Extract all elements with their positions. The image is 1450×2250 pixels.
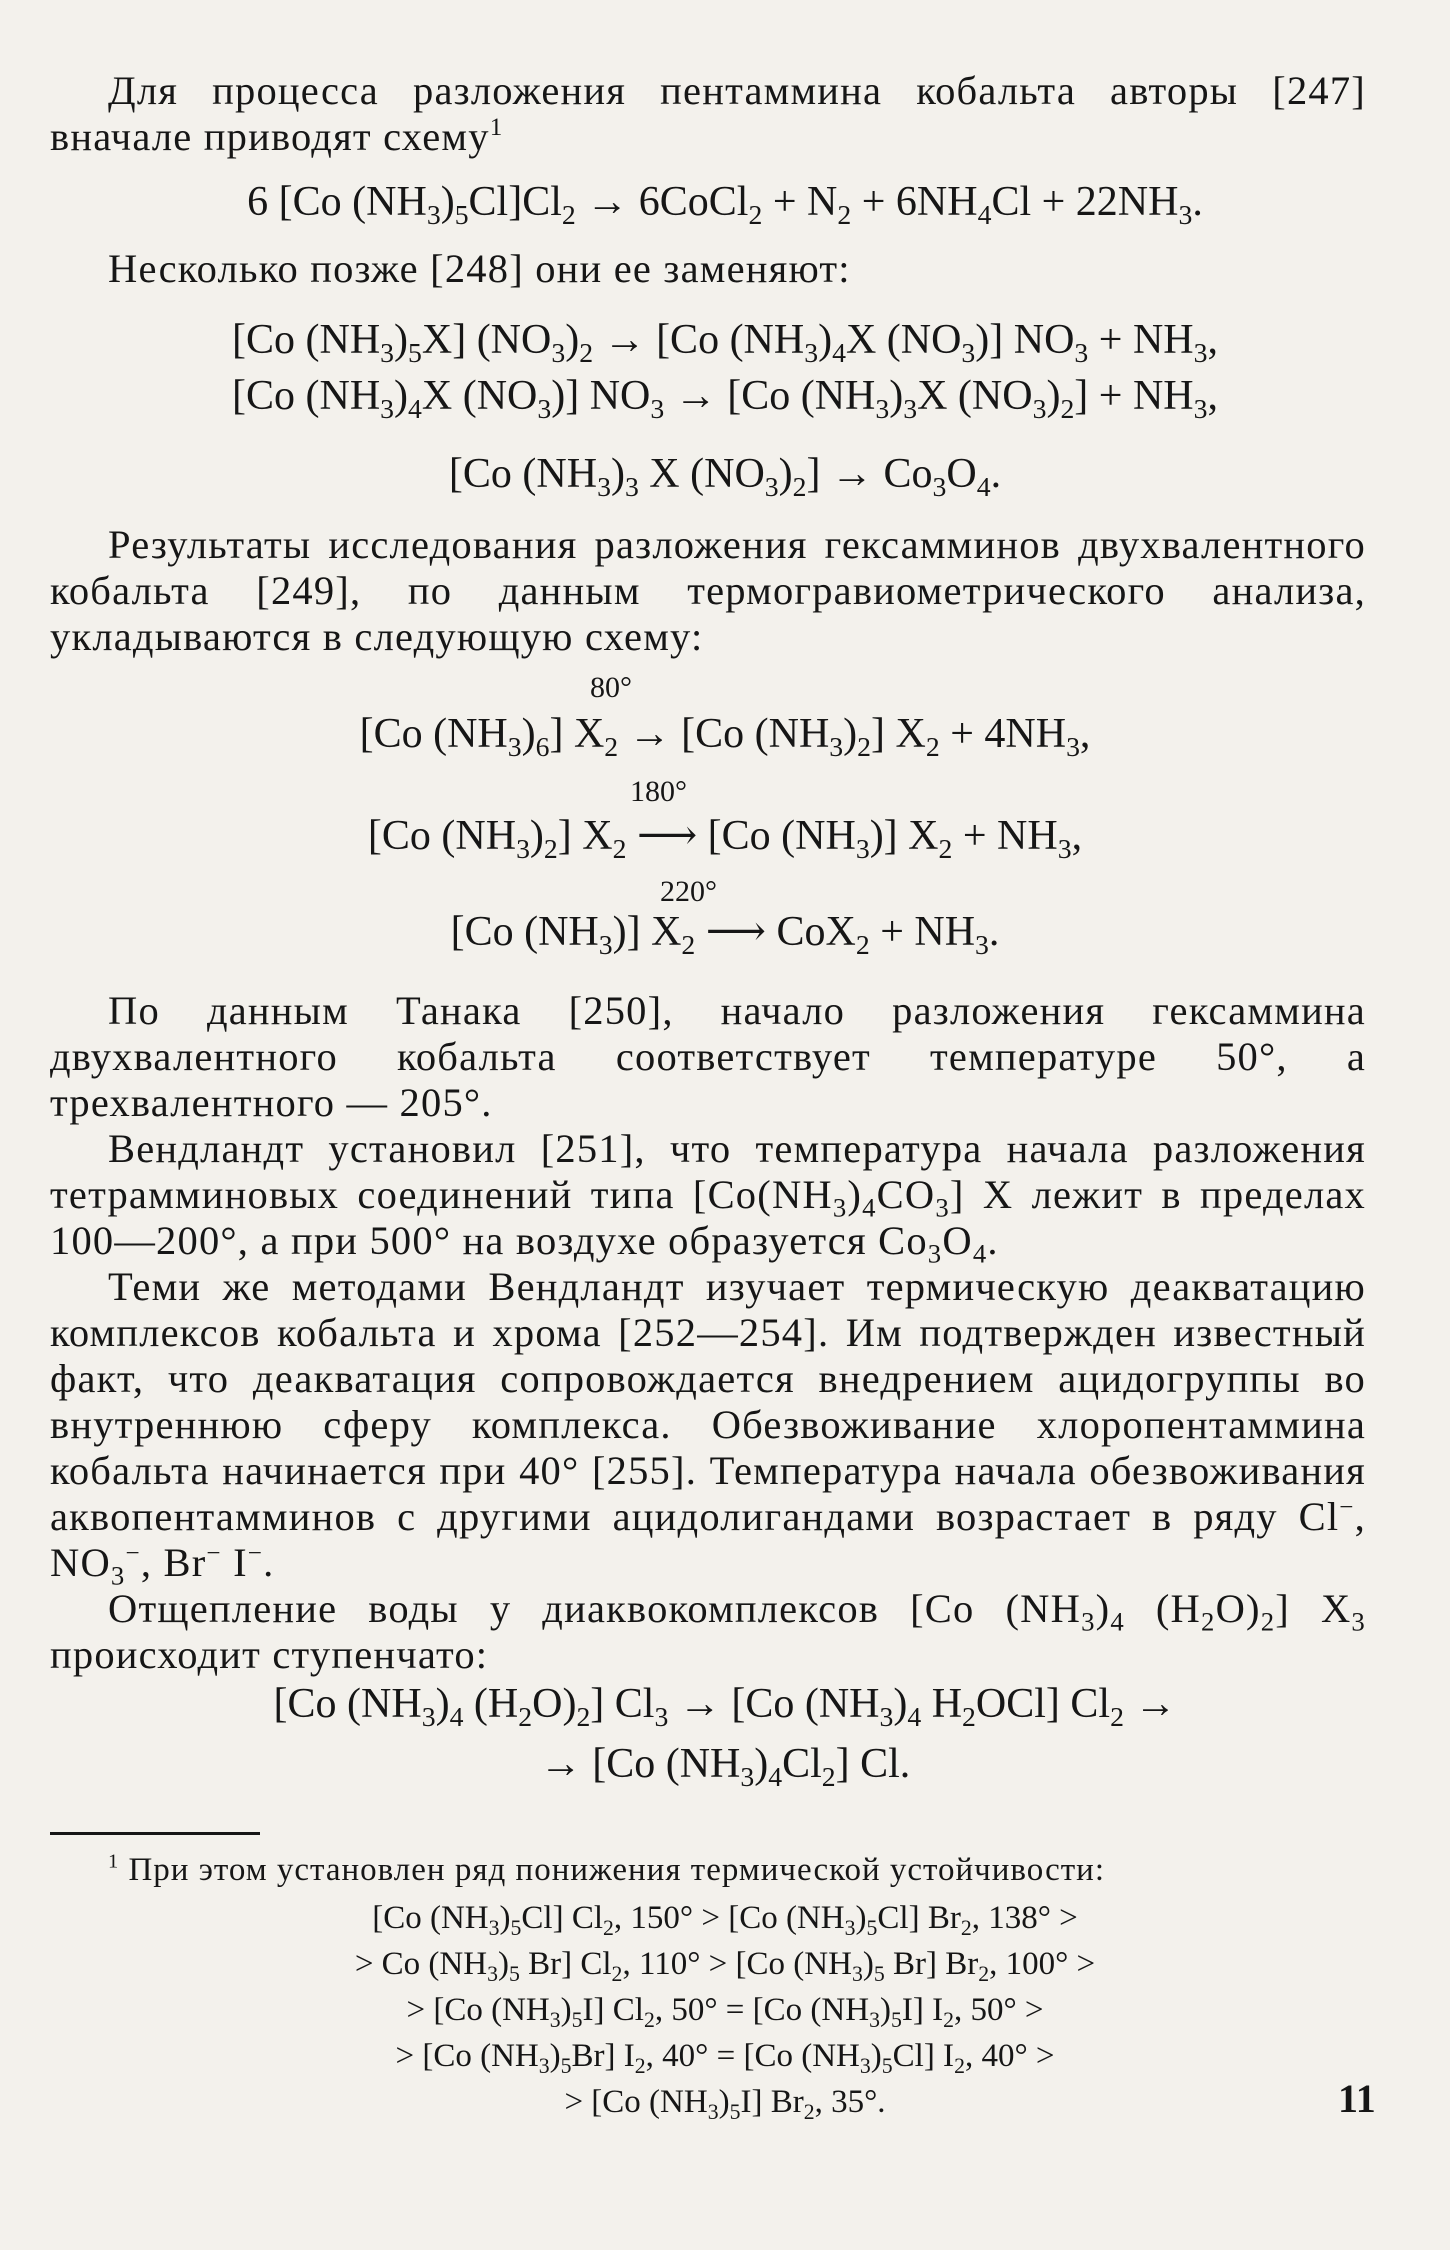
tetrammine-formula: $[Co(NH_3)_4CO_3]$ X bbox=[692, 1172, 1014, 1223]
paragraph-water-elimination bbox=[50, 1586, 1366, 1678]
equation-2: [Co $(NH_3)_5X$] $(NO_3)_2 \to [Co$ $(NH_3)_4X$ $(NO_3)$] $NO_3 + NH_3$, bbox=[232, 317, 1218, 368]
paragraph-hexammine-results: Результаты исследования разложения гексамминов двухвалентного кобальта [249], по данным термогравиометрического анализа, укладываются в следующую схему: bbox=[50, 522, 1366, 659]
paragraph-intro bbox=[50, 68, 1366, 160]
temperature-label-220: 220° bbox=[660, 875, 717, 908]
diaquo-formula: [Co $(NH_3)_4$ $(H_2O)_2$] $X_3$ bbox=[910, 1586, 1366, 1637]
temperature-label-180: 180° bbox=[630, 775, 687, 808]
anion-series: Cl−, $NO_3^-$, Br− I−. bbox=[50, 1493, 1366, 1591]
footnote-line-1: [Co $(NH_3)_5Cl$] $Cl_2$, 150° > [Co $(NH_3)_5Cl$] $Br_2$, 138° > bbox=[372, 1900, 1078, 1940]
equation-1: 6 [Co $(NH_3)_5Cl]Cl_2$ → 6CoCl$_2$ + $N_2 + 6NH_4Cl + 22NH_3$. bbox=[247, 179, 1203, 230]
footnote-separator bbox=[50, 1832, 260, 1835]
equation-6: [Co $(NH_3)_2$] $X_2$ ⟶ [Co $(NH_3)$] $X_2 + NH_3$, bbox=[367, 813, 1083, 864]
paragraph-deaquation-text: Теми же методами Вендландт изучает термическую деакватацию комплексов кобальта и хрома [252—254]. Им подтвержден известный факт, что деакватация сопровождается внедрением ацидогруппы во внутреннюю сферу комплекса. Обезвоживание хлоропентаммина кобальта начинается при 40° [255]. Температура начала обезвоживания аквопентамминов с другими ацидолигандами возрастает в ряду bbox=[50, 1264, 1366, 1539]
paragraph-water-elimination-text-b: происходит ступенчато: bbox=[50, 1632, 489, 1677]
equation-8: [Co $(NH_3)_4$ $(H_2O)_2$] $Cl_3 \to [Co$ $(NH_3)_4$ $H_2OCl$] $Cl_2$ → bbox=[273, 1681, 1177, 1732]
footnote-line-3: > [Co $(NH_3)_5I$] $Cl_2$, 50° = [Co $(NH_3)_5I$] $I_2$, 50° > bbox=[406, 1992, 1044, 2032]
cobalt-oxide-formula: $Co_3O_4$. bbox=[878, 1218, 999, 1269]
paragraph-water-elimination-text-a: Отщепление воды у диаквокомплексов bbox=[108, 1586, 880, 1631]
page-number: 11 bbox=[1338, 2076, 1376, 2121]
paragraph-tanaka: По данным Танака [250], начало разложения гексаммина двухвалентного кобальта соответствует температуре 50°, а трехвалентного — 205°. bbox=[50, 988, 1366, 1125]
footnote-line-5: > [Co $(NH_3)_5I$] $Br_2$, 35°. bbox=[564, 2084, 886, 2124]
paragraph-wendlandt bbox=[50, 1126, 1366, 1269]
equation-5: [Co $(NH_3)_6$] $X_2 \to [Co$ $(NH_3)_2$] $X_2 + 4NH_3$, bbox=[359, 711, 1091, 762]
paragraph-intro-text: Для процесса разложения пентаммина кобальта авторы [247] вначале приводят схему bbox=[50, 68, 1366, 159]
paragraph-wendlandt-text-a: Вендландт установил [251], что температура начала разложения тетрамминовых соединений типа bbox=[50, 1126, 1366, 1217]
footnote-line-4: > [Co $(NH_3)_5Br$] $I_2$, 40° = [Co $(NH_3)_5Cl$] $I_2$, 40° > bbox=[395, 2038, 1055, 2078]
equation-9: → [Co $(NH_3)_4Cl_2$] Cl. bbox=[539, 1741, 911, 1792]
paragraph-deaquation bbox=[50, 1264, 1366, 1591]
footnote-line-2: > Co $(NH_3)_5$ Br] $Cl_2$, 110° > [Co $(NH_3)_5$ Br] $Br_2$, 100° > bbox=[354, 1946, 1096, 1986]
equation-3: [Co $(NH_3)_4X$ $(NO_3)$] $NO_3 \to [Co$ $(NH_3)_3X$ $(NO_3)_2] + NH_3$, bbox=[232, 373, 1218, 424]
footnote-intro bbox=[108, 1848, 1105, 1892]
temperature-label-80: 80° bbox=[590, 671, 632, 704]
footnote-marker: 1 bbox=[108, 1850, 120, 1873]
paragraph-replacement: Несколько позже [248] они ее заменяют: bbox=[108, 246, 851, 291]
paragraph-wendlandt-text-b: лежит в пределах 100—200°, а при 500° на воздухе образуется bbox=[50, 1172, 1366, 1263]
footnote-intro-text: При этом установлен ряд понижения термической устойчивости: bbox=[128, 1852, 1105, 1888]
equation-4: [Co $(NH_3)_3$ X $(NO_3)_2] \to Co_3O_4$. bbox=[448, 451, 1002, 502]
footnote-marker: 1 bbox=[489, 113, 504, 141]
equation-7: [Co $(NH_3)$] $X_2$ ⟶ $CoX_2 + NH_3$. bbox=[450, 909, 1000, 960]
